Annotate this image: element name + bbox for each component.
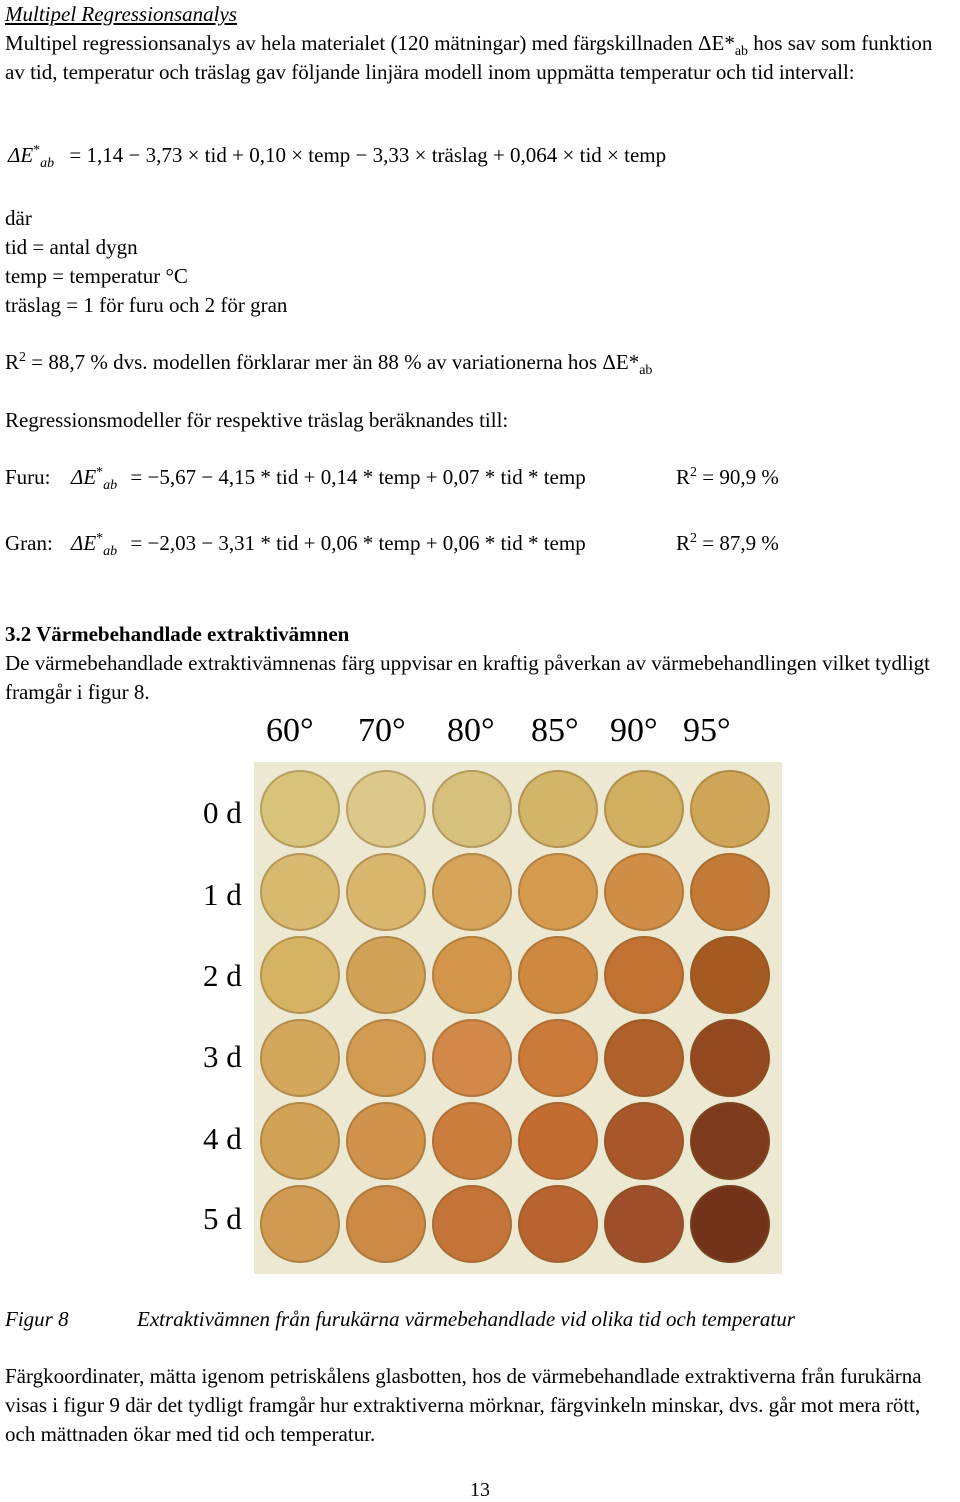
- furu-rhs: = −5,67 − 4,15 * tid + 0,14 * temp + 0,07 * tid * temp: [130, 465, 586, 489]
- figure-column-label: 90°: [610, 712, 658, 749]
- petri-dish: [690, 770, 770, 848]
- furu-model: [5, 465, 586, 494]
- petri-dish: [346, 770, 426, 848]
- figure-column-label: 70°: [358, 712, 406, 749]
- r2-sup: 2: [19, 350, 27, 365]
- page-number: 13: [470, 1479, 490, 1501]
- gran-r2-value: = 87,9 %: [697, 531, 779, 555]
- gran-r2-sup: 2: [690, 531, 698, 546]
- petri-dish: [518, 936, 598, 1014]
- petri-dish: [690, 1019, 770, 1097]
- main-equation: [8, 143, 667, 172]
- petri-dish: [346, 1019, 426, 1097]
- petri-dish: [604, 770, 684, 848]
- petri-dish: [690, 936, 770, 1014]
- petri-dish: [260, 770, 340, 848]
- main-eq-lhs-sup: *: [33, 143, 41, 158]
- gran-rhs: = −2,03 − 3,31 * tid + 0,06 * temp + 0,06 * tid * temp: [130, 531, 586, 555]
- furu-label: Furu:: [5, 465, 51, 489]
- gran-lhs: ΔE: [71, 531, 97, 555]
- petri-dish: [346, 853, 426, 931]
- petri-dish: [690, 1102, 770, 1180]
- r2-delta: ΔE*: [602, 350, 640, 374]
- petri-dish: [346, 1102, 426, 1180]
- furu-r2-r: R: [676, 465, 691, 489]
- definition-tid: tid = antal dygn: [5, 235, 138, 259]
- petri-dish: [260, 1019, 340, 1097]
- petri-dish: [432, 1102, 512, 1180]
- petri-dish: [260, 1102, 340, 1180]
- petri-dish: [604, 1102, 684, 1180]
- species-models-intro: Regressionsmodeller för respektive träslag beräknandes till:: [5, 408, 509, 432]
- subsection-title: 3.2 Värmebehandlade extraktivämnen: [5, 622, 350, 646]
- figure-row-label: 0 d: [203, 795, 242, 830]
- petri-dish: [432, 1019, 512, 1097]
- petri-dish: [432, 770, 512, 848]
- furu-r2-value: = 90,9 %: [697, 465, 779, 489]
- intro-paragraph: [5, 29, 955, 87]
- petri-dish: [690, 853, 770, 931]
- gran-lhs-sup: *: [96, 531, 104, 546]
- petri-dish: [432, 936, 512, 1014]
- r2-text: = 88,7 % dvs. modellen förklarar mer än 88 % av variationerna hos: [26, 350, 603, 374]
- intro-text-start: Multipel regressionsanalys av hela materialet (120 mätningar) med färgskillnaden: [5, 31, 698, 55]
- gran-r2-r: R: [676, 531, 691, 555]
- main-eq-rhs: = 1,14 − 3,73 × tid + 0,10 × temp − 3,33 × träslag + 0,064 × tid × temp: [69, 143, 667, 167]
- furu-r2: [676, 465, 779, 490]
- petri-dish: [604, 1019, 684, 1097]
- r2-statement: [5, 348, 955, 377]
- intro-delta-subscript: ab: [734, 44, 749, 60]
- figure-caption: [5, 1305, 955, 1334]
- figure-column-label: 80°: [447, 712, 495, 749]
- petri-dish: [346, 936, 426, 1014]
- gran-r2: [676, 531, 779, 556]
- petri-dish: [346, 1185, 426, 1263]
- petri-dish: [604, 1185, 684, 1263]
- definition-traslag: träslag = 1 för furu och 2 för gran: [5, 293, 288, 317]
- figure-caption-text: Extraktivämnen från furukärna värmebehandlade vid olika tid och temperatur: [137, 1307, 795, 1331]
- gran-lhs-sub: ab: [103, 544, 118, 560]
- intro-delta-symbol: ΔE*: [697, 31, 735, 55]
- petri-dish: [518, 770, 598, 848]
- furu-lhs-sup: *: [96, 465, 104, 480]
- furu-r2-sup: 2: [690, 465, 698, 480]
- figure-photo-petri-dishes: [254, 762, 782, 1274]
- figure-row-label: 3 d: [203, 1039, 242, 1074]
- section-title: Multipel Regressionsanalys: [5, 2, 237, 26]
- petri-dish: [518, 853, 598, 931]
- figure-column-label: 60°: [266, 712, 314, 749]
- figure-row-label: 5 d: [203, 1201, 242, 1236]
- petri-dish: [690, 1185, 770, 1263]
- petri-dish: [260, 853, 340, 931]
- petri-dish: [432, 853, 512, 931]
- subsection-paragraph: De värmebehandlade extraktivämnenas färg uppvisar en kraftig påverkan av värmebehandlingen vilket tydligt framgår i figur 8.: [5, 651, 931, 704]
- petri-dish: [432, 1185, 512, 1263]
- gran-model: [5, 531, 586, 560]
- figure-row-label: 1 d: [203, 877, 242, 912]
- petri-dish: [518, 1185, 598, 1263]
- definitions-label: där: [5, 206, 32, 230]
- main-eq-lhs: ΔE: [8, 143, 34, 167]
- figure-column-label: 95°: [683, 712, 731, 749]
- figure-caption-label: Figur 8: [5, 1307, 69, 1331]
- petri-dish: [604, 936, 684, 1014]
- figure-row-label: 2 d: [203, 958, 242, 993]
- figure-row-label: 4 d: [203, 1121, 242, 1156]
- gran-label: Gran:: [5, 531, 53, 555]
- petri-dish: [518, 1019, 598, 1097]
- figure-column-label: 85°: [531, 712, 579, 749]
- r2-delta-sub: ab: [639, 363, 653, 379]
- furu-lhs-sub: ab: [103, 478, 118, 494]
- closing-paragraph: Färgkoordinater, mätta igenom petriskålens glasbotten, hos de värmebehandlade extraktiverna från furukärna visas i figur 9 där det tydligt framgår hur extraktiverna mörknar, färgvinkeln minskar, dvs. går mot mera rött, och mättnaden ökar med tid och temperatur.: [5, 1364, 922, 1446]
- petri-dish: [260, 1185, 340, 1263]
- petri-dish: [260, 936, 340, 1014]
- intro-text-end: hos sav som funktion av tid, temperatur och träslag gav följande linjära modell inom uppmätta temperatur och tid intervall:: [5, 31, 933, 84]
- petri-dish: [518, 1102, 598, 1180]
- petri-dish: [604, 853, 684, 931]
- definition-temp: temp = temperatur °C: [5, 264, 188, 288]
- main-eq-lhs-sub: ab: [40, 156, 55, 172]
- r2-r: R: [5, 350, 20, 374]
- furu-lhs: ΔE: [71, 465, 97, 489]
